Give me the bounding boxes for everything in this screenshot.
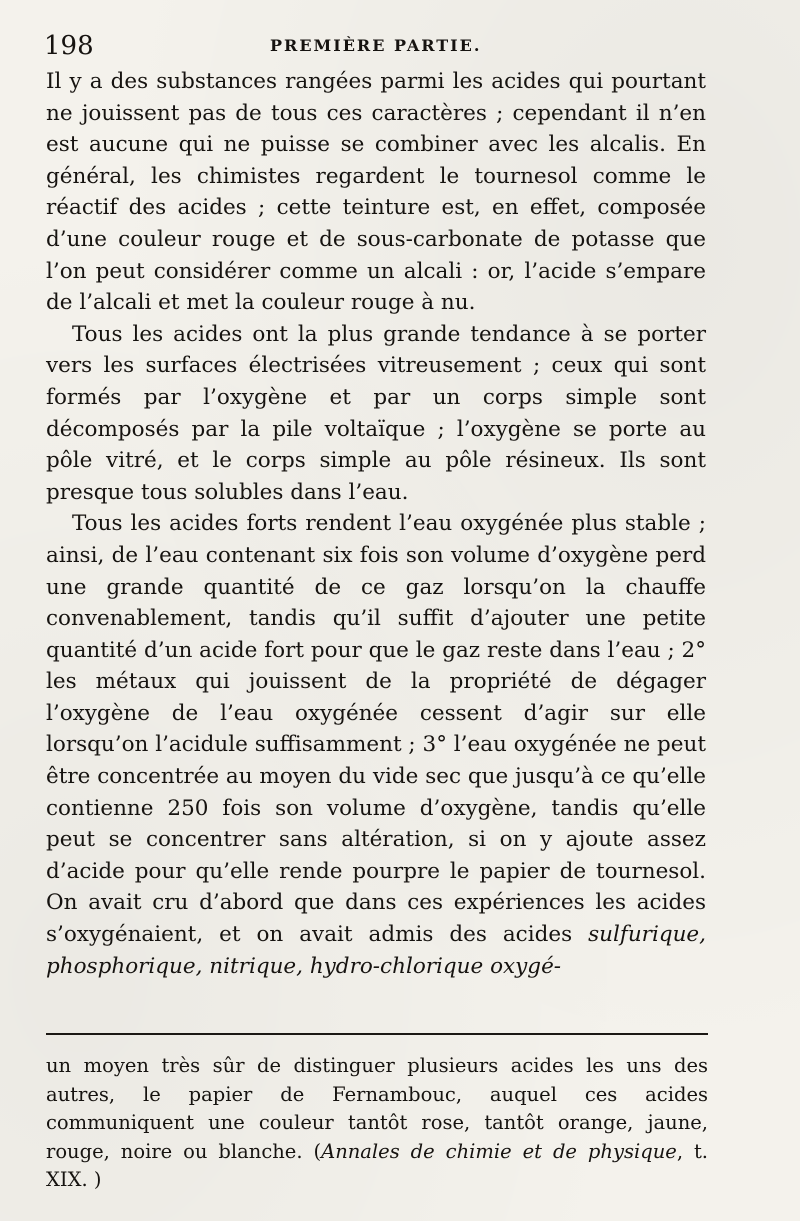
running-head: PREMIÈRE PARTIE.: [270, 36, 482, 55]
paragraph-3-italic: sulfurique, phosphorique, nitrique, hydro-chlorique oxygé-: [46, 922, 706, 979]
footnote-text: un moyen très sûr de distinguer plusieurs acides les uns des autres, le papier de Fernambouc, auquel ces acides communiquent une couleur tantôt rose, tantôt orange, jaune, rouge, noire ou blanche. (: [46, 1054, 708, 1163]
page-number: 198: [44, 31, 94, 61]
footnote: [46, 1052, 708, 1195]
paragraph-3: [46, 508, 706, 982]
paragraph-2: Tous les acides ont la plus grande tendance à se porter vers les surfaces électrisées vitreusement ; ceux qui sont formés par l’oxygène et par un corps simple sont décomposés par la pile voltaïque ; l’oxygène se porte au pôle vitré, et le corps simple au pôle résineux. Ils sont presque tous solubles dans l’eau.: [46, 321, 706, 505]
paragraph-1: Il y a des substances rangées parmi les acides qui pourtant ne jouissent pas de tous ces caractères ; cependant il n’en est aucune qui ne puisse se combiner avec les alcalis. En général, les chimistes regardent le tournesol comme le réactif des acides ; cette teinture est, en effet, composée d’une couleur rouge et de sous-carbonate de potasse que l’on peut considérer comme un alcali : or, l’acide s’empare de l’alcali et met la couleur rouge à nu.: [46, 69, 706, 316]
footnote-rule: [46, 1033, 708, 1035]
page-header: [44, 30, 712, 64]
body-text: [46, 66, 706, 982]
footnote-volume: , t. XIX. ): [46, 1139, 709, 1191]
footnote-paragraph: [46, 1052, 708, 1195]
footnote-citation: Annales de chimie et de physique: [321, 1139, 677, 1163]
paragraph-3-text: Tous les acides forts rendent l’eau oxygénée plus stable ; ainsi, de l’eau contenant six fois son volume d’oxygène perd une grande quantité de ce gaz lorsqu’on la chauffe convenablement, tandis qu’il suffit d’ajouter une petite quantité d’un acide fort pour que le gaz reste dans l’eau ; 2° les métaux qui jouissent de la propriété de dégager l’oxygène de l’eau oxygénée cessent d’agir sur elle lorsqu’on l’acidule suffisamment ; 3° l’eau oxygénée ne peut être concentrée au moyen du vide sec que jusqu’à ce qu’elle contienne 250 fois son volume d’oxygène, tandis qu’elle peut se concentrer sans altération, si on y ajoute assez d’acide pour qu’elle rende pourpre le papier de tournesol. On avait cru d’abord que dans ces expériences les acides s’oxygénaient, et on avait admis des acides: [46, 511, 706, 948]
